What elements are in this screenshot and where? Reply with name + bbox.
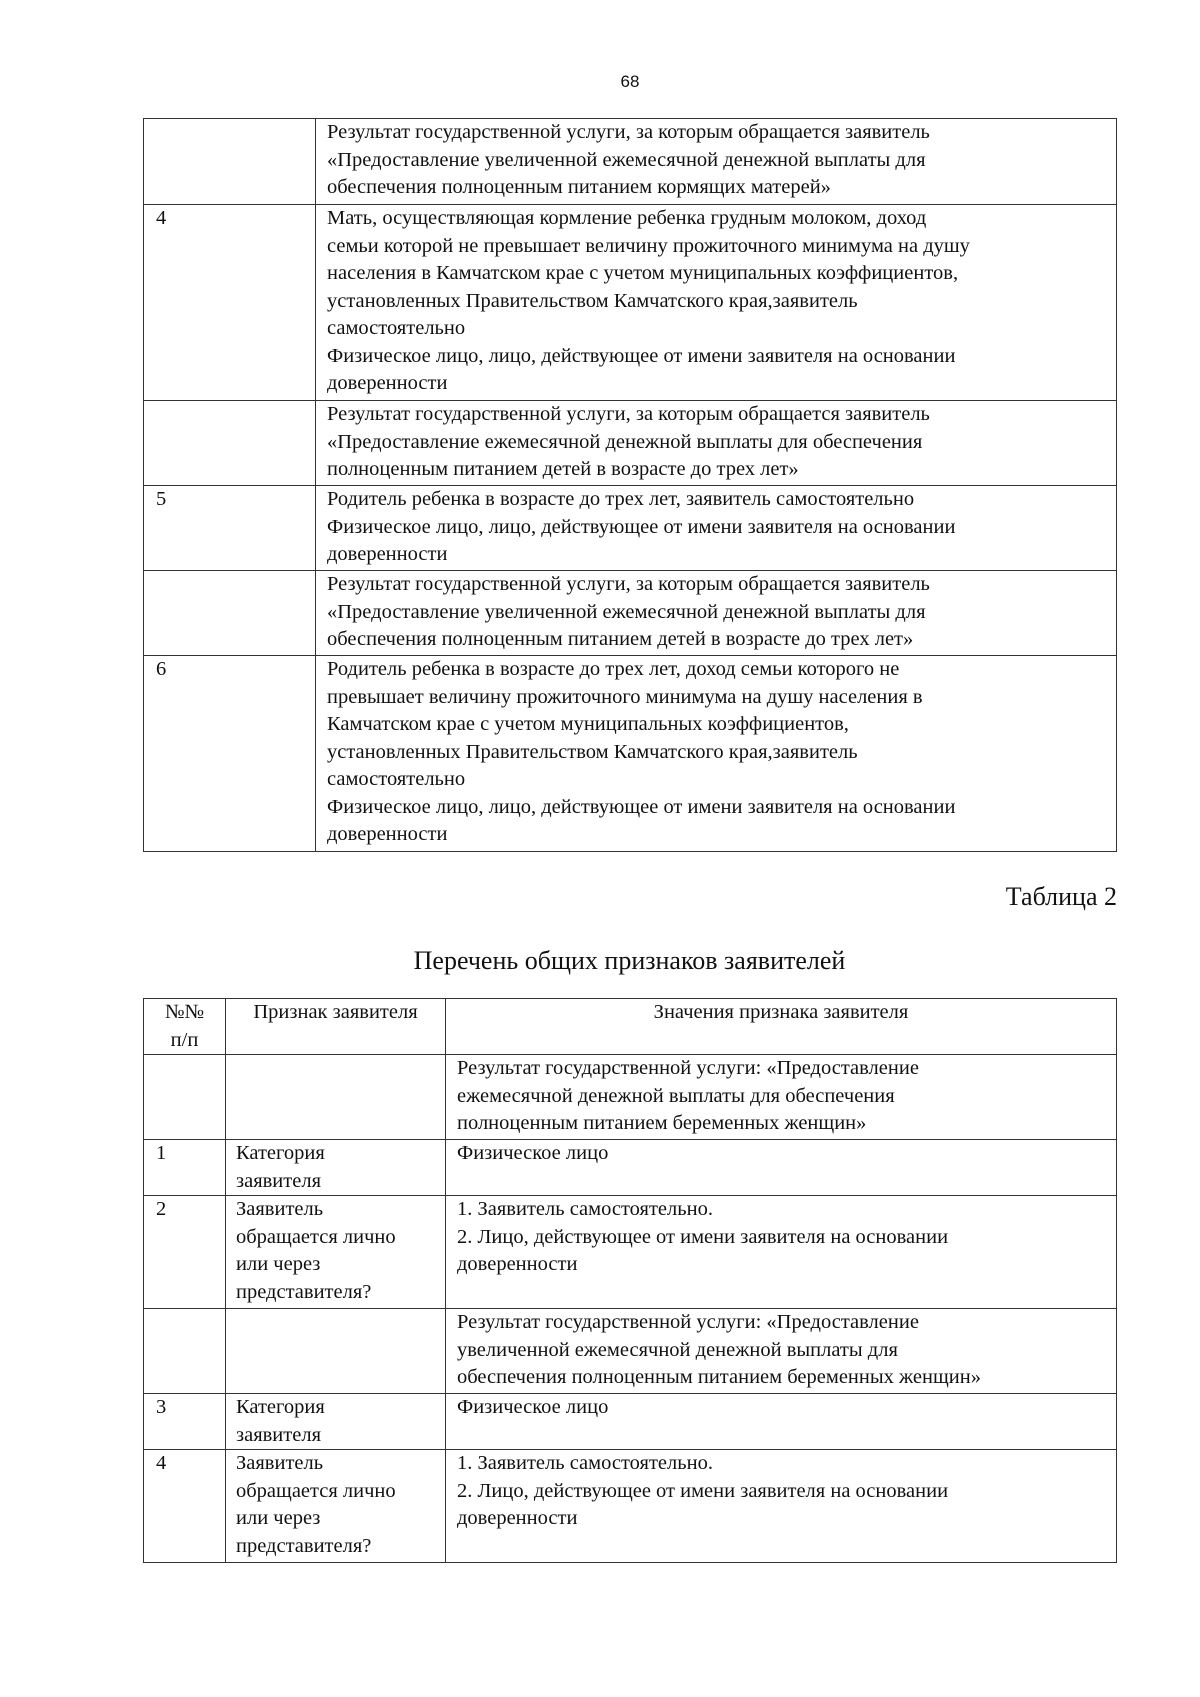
text-line: обеспечения полноценным питанием кормящих матерей» (327, 176, 831, 198)
row-number: 5 (144, 486, 316, 571)
text-line: семьи которой не превышает величину прожиточного минимума на душу (327, 234, 970, 257)
text-line: Результат государственной услуги, за которым обращается заявитель (327, 121, 930, 143)
text-line: полноценным питанием детей в возрасте до трех лет» (327, 458, 799, 480)
row-number (144, 1309, 226, 1394)
text-line: Физическое лицо, лицо, действующее от имени заявителя на основании (327, 795, 956, 818)
text-line: обеспечения полноценным питанием детей в возрасте до трех лет» (327, 628, 914, 650)
row-description (316, 119, 1117, 205)
text-line: Результат государственной услуги, за которым обращается заявитель (327, 403, 930, 425)
text-line: доверенности (457, 1253, 578, 1275)
row-attribute (226, 1394, 446, 1450)
row-attribute (226, 1140, 446, 1196)
row-description (316, 205, 1117, 401)
text-line: или через (236, 1253, 321, 1275)
table-row (144, 1055, 1117, 1140)
row-values (446, 1394, 1117, 1450)
header-values: Значения признака заявителя (446, 999, 1117, 1055)
text-line: доверенности (327, 372, 448, 394)
text-line: «Предоставление увеличенной ежемесячной денежной выплаты для (327, 148, 926, 171)
text-line: Камчатском крае с учетом муниципальных коэффициентов, (327, 713, 849, 735)
row-number (144, 1055, 226, 1140)
text-line: Результат государственной услуги: «Предоставление (457, 1311, 919, 1333)
table-row (144, 656, 1117, 852)
text-line: Физическое лицо (457, 1142, 609, 1164)
text-line: 1. Заявитель самостоятельно. (457, 1198, 713, 1220)
row-values (446, 1196, 1117, 1309)
table-row (144, 1450, 1117, 1563)
row-number: 4 (144, 1450, 226, 1563)
text-line: увеличенной ежемесячной денежной выплаты для (457, 1338, 898, 1361)
table-row (144, 401, 1117, 486)
header-text: п/п (170, 1028, 199, 1051)
text-line: установленных Правительством Камчатского края,заявитель (327, 289, 858, 312)
row-number (144, 571, 316, 656)
text-line: «Предоставление увеличенной ежемесячной денежной выплаты для (327, 600, 926, 623)
common-attributes-table (143, 998, 1117, 1563)
row-number: 6 (144, 656, 316, 852)
text-line: самостоятельно (327, 768, 466, 790)
text-line: «Предоставление ежемесячной денежной выплаты для обеспечения (327, 430, 923, 453)
text-line: Физическое лицо (457, 1396, 609, 1418)
table-row (144, 1140, 1117, 1196)
table-title: Перечень общих признаков заявителей (413, 946, 846, 975)
row-attribute (226, 1055, 446, 1140)
text-line: Результат государственной услуги: «Предоставление (457, 1057, 919, 1079)
text-line: Категория (236, 1396, 325, 1418)
text-line: Категория (236, 1142, 325, 1164)
text-line: Физическое лицо, лицо, действующее от имени заявителя на основании (327, 515, 956, 538)
row-number: 2 (144, 1196, 226, 1309)
text-line: самостоятельно (327, 317, 466, 339)
table-row (144, 486, 1117, 571)
row-attribute (226, 1196, 446, 1309)
text-line: обращается лично (236, 1479, 396, 1502)
text-line: представителя? (236, 1280, 372, 1303)
text-line: Заявитель (236, 1452, 324, 1474)
header-attribute: Признак заявителя (226, 999, 446, 1055)
table-row (144, 1394, 1117, 1450)
text-line: Результат государственной услуги, за которым обращается заявитель (327, 573, 930, 595)
row-number (144, 119, 316, 205)
row-values (446, 1055, 1117, 1140)
text-line: 2. Лицо, действующее от имени заявителя на основании (457, 1479, 949, 1502)
header-number (144, 999, 226, 1055)
header-text: №№ (164, 1001, 205, 1023)
text-line: установленных Правительством Камчатского края,заявитель (327, 740, 858, 763)
text-line: населения в Камчатском крае с учетом муниципальных коэффициентов, (327, 262, 959, 284)
text-line: или через (236, 1507, 321, 1529)
text-line: доверенности (327, 823, 448, 845)
text-line: обеспечения полноценным питанием беременных женщин» (457, 1366, 981, 1388)
text-line: Родитель ребенка в возрасте до трех лет, доход семьи которого не (327, 658, 900, 680)
text-line: 2. Лицо, действующее от имени заявителя на основании (457, 1225, 949, 1248)
text-line: Заявитель (236, 1198, 324, 1220)
text-line: 1. Заявитель самостоятельно. (457, 1452, 713, 1474)
row-description (316, 656, 1117, 852)
text-line: заявителя (236, 1423, 321, 1446)
page-number: 68 (620, 72, 640, 91)
row-number (144, 401, 316, 486)
text-line: представителя? (236, 1534, 372, 1557)
table-row (144, 1309, 1117, 1394)
text-line: полноценным питанием беременных женщин» (457, 1112, 867, 1134)
text-line: Физическое лицо, лицо, действующее от имени заявителя на основании (327, 344, 956, 367)
text-line: заявителя (236, 1169, 321, 1192)
table-row (144, 205, 1117, 401)
row-values (446, 1450, 1117, 1563)
row-description (316, 571, 1117, 656)
text-line: доверенности (327, 543, 448, 565)
row-description (316, 401, 1117, 486)
row-attribute (226, 1450, 446, 1563)
row-attribute (226, 1309, 446, 1394)
table-row (144, 119, 1117, 205)
text-line: обращается лично (236, 1225, 396, 1248)
row-values (446, 1309, 1117, 1394)
table-header-row (144, 999, 1117, 1055)
text-line: Родитель ребенка в возрасте до трех лет, заявитель самостоятельно (327, 488, 915, 510)
table-row (144, 1196, 1117, 1309)
row-values (446, 1140, 1117, 1196)
table-row (144, 571, 1117, 656)
text-line: доверенности (457, 1507, 578, 1529)
text-line: ежемесячной денежной выплаты для обеспечения (457, 1084, 895, 1107)
row-number: 3 (144, 1394, 226, 1450)
table-caption: Таблица 2 (1005, 882, 1117, 911)
row-number: 4 (144, 205, 316, 401)
row-number: 1 (144, 1140, 226, 1196)
row-description (316, 486, 1117, 571)
text-line: превышает величину прожиточного минимума на душу населения в (327, 685, 923, 708)
text-line: Мать, осуществляющая кормление ребенка грудным молоком, доход (327, 207, 927, 229)
applicant-variants-table (143, 118, 1117, 852)
